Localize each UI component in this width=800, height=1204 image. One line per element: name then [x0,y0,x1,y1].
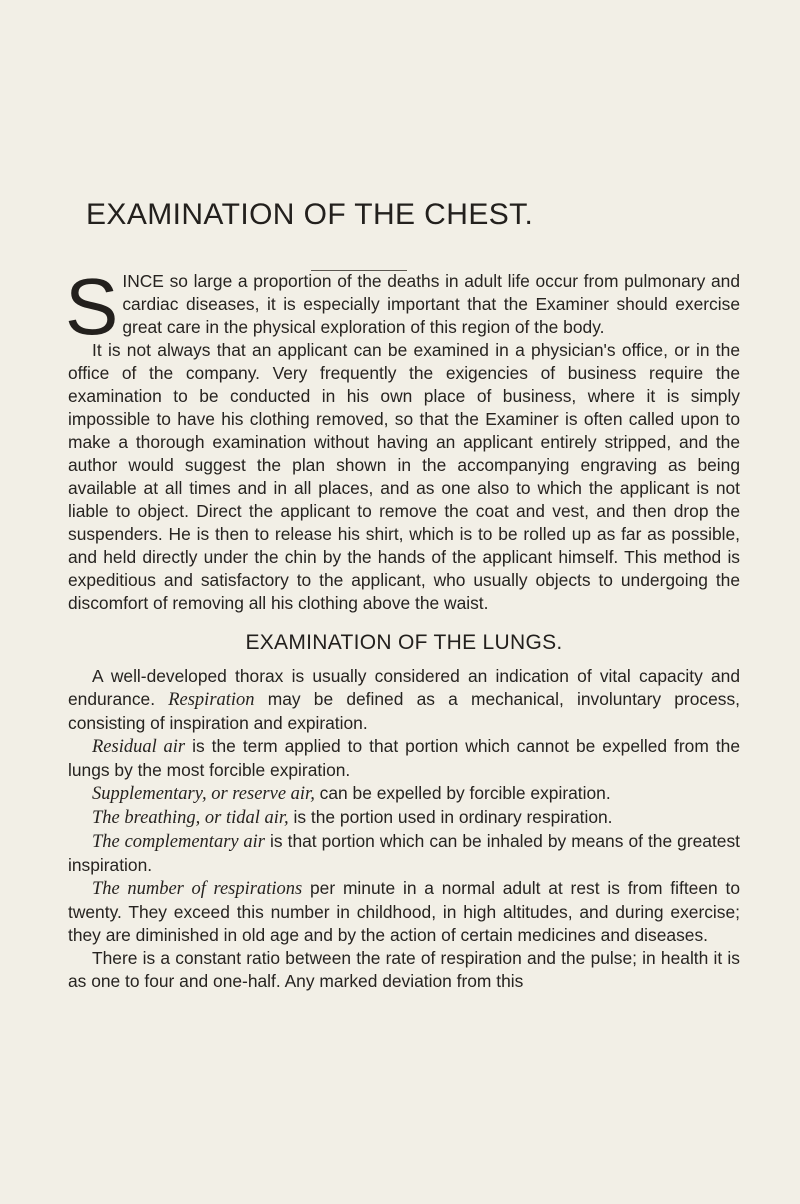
drop-cap: S [65,262,119,351]
term-tidal-air: The breathing, or tidal air, [92,808,289,828]
paragraph-text: is the term applied to that portion which cannot be expelled from the lungs by the most forcible expiration. [68,736,740,780]
paragraph-text: is that portion which can be inhaled by means of the greatest inspiration. [68,831,740,875]
page-title: EXAMINATION OF THE CHEST. [86,198,534,231]
section-title-lungs: EXAMINATION OF THE LUNGS. [245,631,563,654]
paragraph-text: A well-developed thorax is usually considered an indication of vital capacity and endurance. [68,666,740,709]
intro-text: INCE so large a proportion of the deaths in adult life occur from pulmonary and cardiac diseases, it is especially important that the Examiner should exercise great care in the physical exploration of this region of the body. [122,271,740,337]
term-respiration: Respiration [168,690,255,710]
body-text [65,262,740,993]
paragraph-thorax [68,665,740,735]
paragraph-complementary-air [68,830,740,877]
term-residual-air: Residual air [92,737,186,757]
term-supplementary-air: Supplementary, or reserve air, [92,784,315,804]
paragraph-tidal-air [68,806,740,830]
paragraph-residual-air [68,735,740,782]
paragraph-respiration-rate [68,877,740,947]
paragraph-supplementary-air [68,782,740,806]
paragraph-text: per minute in a normal adult at rest is from fifteen to twenty. They exceed this number in childhood, in high altitudes, and during exercise; they are diminished in old age and by the action of certain medicines and diseases. [68,878,740,945]
paragraph-text: may be defined as a mechanical, involuntary process, consisting of inspiration and expiration. [68,689,740,733]
intro-paragraph [65,262,740,351]
paragraph-text: can be expelled by forcible expiration. [314,783,611,803]
term-complementary-air: The complementary air [92,832,266,852]
paragraph-pulse-ratio: There is a constant ratio between the rate of respiration and the pulse; in health it is as one to four and one-half. Any marked deviation from this [68,948,740,991]
term-number-of-respirations: The number of respirations [92,879,303,899]
paragraph-office-examination: It is not always that an applicant can be examined in a physician's office, or in the office of the company. Very frequently the exigencies of business require the examination to be conducted in his own place of business, where it is simply impossible to have his clothing removed, so that the Examiner is often called upon to make a thorough examination without having an applicant entirely stripped, and the author would suggest the plan shown in the accompanying engraving as being available at all times and in all places, and as one also to which the applicant is not liable to object. Direct the applicant to remove the coat and vest, and then drop the suspenders. He is then to release his shirt, which is to be rolled up as far as possible, and held directly under the chin by the hands of the applicant himself. This method is expeditious and satisfactory to the applicant, who usually objects to undergoing the discomfort of removing all his clothing above the waist. [68,340,740,613]
paragraph-text: is the portion used in ordinary respiration. [288,807,613,827]
